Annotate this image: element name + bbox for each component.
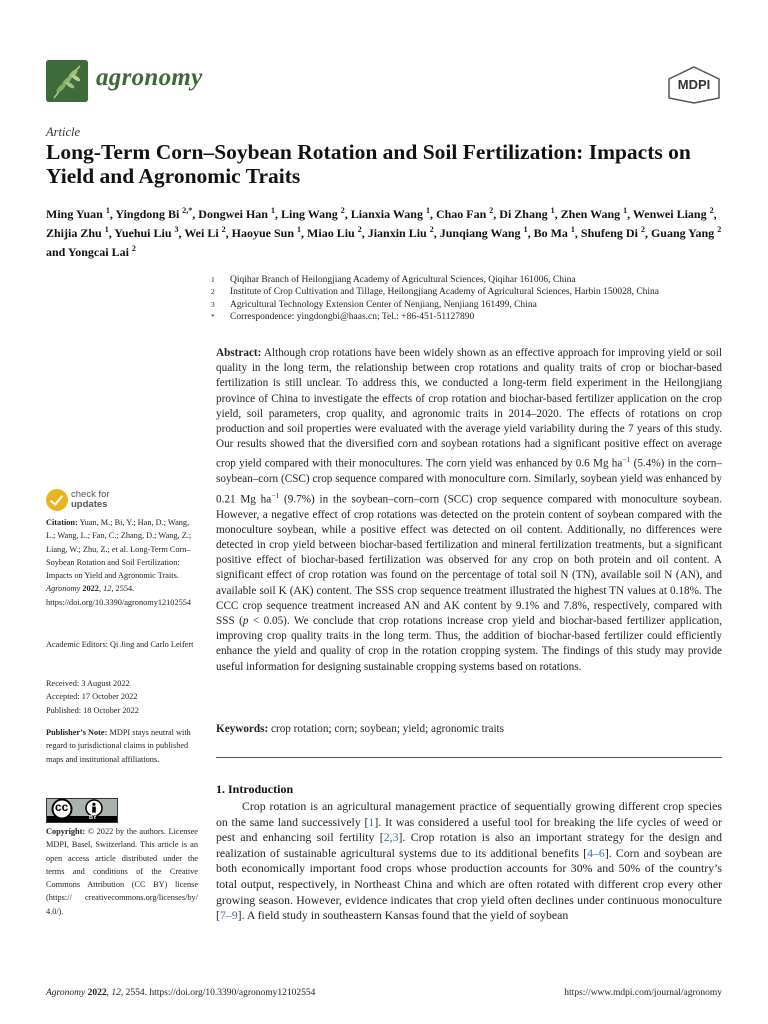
author-affiliation-mark: 1 xyxy=(270,206,275,215)
check-line-1: check for xyxy=(71,489,110,500)
abstract-text: (9.7%) in the soybean–corn–corn (SCC) crop sequence compared with monoculture soybean. However, a negative effect of crop rotations was detected on the protein content of soybean compared with the monoculture soybean, while a positive effect was detected on oil content. Additionally, no differences were detected in crop yield between biochar-based fertilization and mineral fertilization treatments, but a significant positive effect of biochar-based fertilization was observed for any crop on both protein and oil content. A significant effect of crop rotation was found on the percentage of total soil N (TN), available soil N (AN), and available soil K (AK) content. The SSS crop sequence treatment illustrated the highest TN values at 0.18%. The CCC crop sequence treatment increased AN and AK content by 9.1% and 7.8%, respectively, compared with SSS ( xyxy=(216,493,722,627)
copyright-text: © 2022 by the authors. Licensee MDPI, Basel, Switzerland. This article is an open access article distributed under the terms and conditions of the Creative Commons Attribution (CC BY) license (https:// creativecommons.org/licenses/by/ 4.0/). xyxy=(46,827,198,916)
abstract-p-value: p xyxy=(242,614,249,627)
keywords-text: crop rotation; corn; soybean; yield; agronomic traits xyxy=(268,723,505,735)
affiliation-item xyxy=(211,274,731,286)
affiliation-mark: * xyxy=(211,311,215,321)
author-name: Bo Ma $^1$ xyxy=(533,225,575,241)
citation-link[interactable]: 1 xyxy=(368,814,375,829)
abstract xyxy=(216,346,722,675)
author-affiliation-mark: 2 xyxy=(717,225,722,235)
author-affiliation-mark: 2 xyxy=(131,244,136,254)
copyright-label: Copyright: xyxy=(46,827,86,836)
author-name: Ling Wang $^2$ xyxy=(280,206,345,221)
publisher-note-text: MDPI stays neutral with regard to jurisdictional claims in published maps and institutional affiliations. xyxy=(46,728,191,764)
article-type: Article xyxy=(46,125,81,139)
author-name: Yongcai Lai $^2$ xyxy=(67,244,136,260)
accepted-date: Accepted: 17 October 2022 xyxy=(46,692,138,702)
author-list: Ming Yuan $^1$, Yingdong Bi $^{2,*}$, Dongwei Han $^1$, Ling Wang $^2$, Lianxia Wang $^1$, Chao Fan $^2$, Di Zhang $^1$, Zhen Wang $^1$, Wenwei Liang $^2$, Zhijia Zhu $^1$, Yuehui Liu $^3$, Wei Li $^2$, Haoyue Sun $^1$, Miao Liu $^2$, Jianxin Liu $^2$, Junqiang Wang $^1$, Bo Ma $^1$, Shufeng Di $^2$, Guang Yang $^2$ and Yongcai Lai $^2$ xyxy=(46,206,722,260)
section-divider xyxy=(216,757,722,758)
affiliation-text: Agricultural Technology Extension Center of Nenjiang, Nenjiang 161499, China xyxy=(230,299,537,310)
affiliations xyxy=(211,274,731,323)
abstract-label: Abstract: xyxy=(216,347,262,359)
citation-journal: Agronomy xyxy=(46,584,81,594)
introduction-paragraph xyxy=(216,799,722,924)
keywords-label: Keywords: xyxy=(216,723,269,735)
author-name: Di Zhang $^1$ xyxy=(499,206,555,221)
abstract-exponent: −1 xyxy=(271,490,280,500)
checkmark-icon xyxy=(46,489,68,511)
intro-text: ]. It was considered a useful tool for breaking the life cycles of weed or pest and enhancing soil fertility [ xyxy=(216,814,722,845)
abstract-exponent: −1 xyxy=(622,455,631,465)
affiliation-item xyxy=(211,286,731,298)
received-date: Received: 3 August 2022 xyxy=(46,679,130,688)
author-affiliation-mark: 1 xyxy=(623,206,628,215)
article-title: Long-Term Corn–Soybean Rotation and Soil Fertilization: Impacts on Yield and Agronomic Traits xyxy=(46,140,691,188)
check-line-2: updates xyxy=(71,498,108,510)
footer-volume: , 12 xyxy=(106,988,121,998)
footer-journal-url[interactable]: https://www.mdpi.com/journal/agronomy xyxy=(564,988,722,998)
author-name: Haoyue Sun $^1$ xyxy=(231,225,302,241)
affiliation-mark: 1 xyxy=(211,275,215,284)
mdpi-logo-text: MDPI xyxy=(677,77,711,92)
footer-year: 2022 xyxy=(85,988,107,998)
author-affiliation-mark: 2 xyxy=(357,225,362,235)
citation-link[interactable]: 2,3 xyxy=(383,830,399,845)
published-date: Published: 18 October 2022 xyxy=(46,705,139,715)
author-name: Miao Liu $^2$ xyxy=(307,225,362,241)
citation-volume: , 12 xyxy=(98,584,112,594)
author-name: Wenwei Liang $^2$ xyxy=(632,206,714,221)
author-name: Junqiang Wang $^1$ xyxy=(439,225,528,241)
citation-label: Citation: xyxy=(46,518,78,527)
journal-logo-icon xyxy=(46,60,88,102)
citation-link[interactable]: 4–6 xyxy=(587,845,605,860)
copyright-notice xyxy=(46,825,198,918)
author-affiliation-mark: 2 xyxy=(221,225,226,235)
author-name: Yuehui Liu $^3$ xyxy=(114,225,179,241)
mdpi-logo-icon xyxy=(667,66,721,104)
author-affiliation-mark: 1 xyxy=(425,206,430,215)
keywords xyxy=(216,723,722,735)
abstract-text: < 0.05). We conclude that crop rotations increase crop yield and biochar-based fertilizer application, improving crop quality traits in the long term. Thus, the addition of biochar-based fertilizer could efficiently enhance the yield and quality of crop in the rotation cropping system. The findings of this study may provide useful information for designing sustainable cropping systems based on rotations. xyxy=(216,614,722,673)
author-name: Guang Yang $^2$ xyxy=(650,225,722,241)
journal-name: agronomy xyxy=(96,64,203,91)
author-affiliation-mark: 1 xyxy=(104,225,109,235)
author-name: Zhen Wang $^1$ xyxy=(560,206,628,221)
footer-journal: Agronomy xyxy=(46,988,86,998)
author-affiliation-mark: 3 xyxy=(174,225,179,235)
author-affiliation-mark: 2 xyxy=(489,206,494,215)
affiliation-text: Institute of Crop Cultivation and Tillage, Heilongjiang Academy of Agricultural Sciences, Harbin 150028, China xyxy=(230,287,660,298)
cc-text: cc xyxy=(55,800,69,814)
author-affiliation-mark: 1 xyxy=(105,206,110,215)
footer-doi: , 2554. https://doi.org/10.3390/agronomy12102554 xyxy=(120,988,316,998)
intro-text: ]. Crop rotation is also an important strategy for the design and realization of sustainable agricultural systems due to its additional benefits [ xyxy=(216,830,722,860)
cc-by-license-icon[interactable] xyxy=(46,798,118,823)
abstract-text: (5.4%) in the corn–soybean–corn (CSC) crop sequence compared with monoculture corn. Similarly, soybean yield was enhanced by 0.21 Mg ha xyxy=(216,458,722,506)
affiliation-item xyxy=(211,299,731,311)
affiliation-mark: 3 xyxy=(211,299,215,309)
author-affiliation-mark: 2 xyxy=(340,206,345,215)
author-name: Chao Fan $^2$ xyxy=(435,206,494,221)
author-affiliation-mark: 1 xyxy=(550,206,555,215)
author-affiliation-mark: 1 xyxy=(570,225,575,235)
citation-year: 2022 xyxy=(80,584,99,594)
author-affiliation-mark: 2,* xyxy=(182,206,193,215)
check-for-updates-button[interactable] xyxy=(46,489,126,513)
author-affiliation-mark: 2 xyxy=(709,206,714,215)
affiliation-text: Qiqihar Branch of Heilongjiang Academy of Agricultural Sciences, Qiqihar 161006, China xyxy=(230,275,576,285)
author-name: Ming Yuan $^1$ xyxy=(46,206,110,221)
publisher-note-label: Publisher’s Note: xyxy=(46,728,108,737)
section-heading: 1. Introduction xyxy=(216,782,294,796)
author-name: Wei Li $^2$ xyxy=(184,225,226,241)
author-name: Shufeng Di $^2$ xyxy=(580,225,645,241)
academic-editors: Academic Editors: Qi Jing and Carlo Leifert xyxy=(46,640,194,649)
by-text: BY xyxy=(89,815,97,821)
author-affiliation-mark: 1 xyxy=(297,225,302,235)
intro-text: Crop rotation is an agricultural management practice of sequentially growing different crop species on the same land successively [ xyxy=(216,799,722,829)
affiliation-item xyxy=(211,311,731,323)
abstract-text: Although crop rotations have been widely shown as an effective approach for improving yield or soil quality in the long term, the relationship between crop rotations and quality traits of crop or biochar-based fertilization is still unclear. To address this, we conducted a long-term field experiment in the Heilongjiang province of China to investigate the effects of crop rotation and biochar-based fertilizer application on the crop yield, soil parameters, crop quality, and agronomic traits in 2014–2020. The effects of rotations on crop production and soil properties were evaluated with the average yield variability during the 7 years of this study. Our results showed that the diversified corn and soybean rotations had a significant positive effect on average crop yield compared with their monocultures. The corn yield was enhanced by 0.6 Mg ha xyxy=(216,347,722,471)
intro-text: ]. Corn and soybean are both economically important food crops whose production accounts for 30% and 50% of the country’s total output, respectively, in Northeast China and which are often rotated with different crop every other growing season. However, evidence indicates that crop yield often declines under continuous monoculture [ xyxy=(216,845,722,923)
citation-doi: , 2554. https://doi.org/10.3390/agronomy12102554 xyxy=(46,584,192,607)
affiliation-text: Correspondence: yingdongbi@haas.cn; Tel.: +86-451-51127890 xyxy=(230,311,475,322)
author-affiliation-mark: 2 xyxy=(640,225,645,235)
author-name: Jianxin Liu $^2$ xyxy=(367,225,434,241)
publication-dates xyxy=(46,677,198,717)
affiliation-mark: 2 xyxy=(211,287,215,297)
publisher-note xyxy=(46,726,198,766)
citation-text: Yuan, M.; Bi, Y.; Han, D.; Wang, L.; Wang, L.; Fan, C.; Zhang, D.; Wang, Z.; Liang, W.; Zhu, Z.; et al. Long-Term Corn–Soybean Rotation and Soil Fertilization: Impacts on Yield and Agronomic Traits. xyxy=(46,518,192,581)
check-for-updates-label xyxy=(71,490,110,509)
intro-text: ]. A field study in southeastern Kansas found that the yield of soybean xyxy=(237,908,569,923)
citation-block xyxy=(46,516,198,609)
author-affiliation-mark: 1 xyxy=(523,225,528,235)
author-name: Dongwei Han $^1$ xyxy=(198,206,275,221)
author-name: Yingdong Bi $^{2,*}$ xyxy=(115,206,193,221)
author-name: Zhijia Zhu $^1$ xyxy=(46,225,109,241)
footer-citation xyxy=(46,988,315,998)
citation-link[interactable]: 7–9 xyxy=(219,908,238,923)
author-affiliation-mark: 2 xyxy=(429,225,434,235)
author-name: Lianxia Wang $^1$ xyxy=(350,206,430,221)
